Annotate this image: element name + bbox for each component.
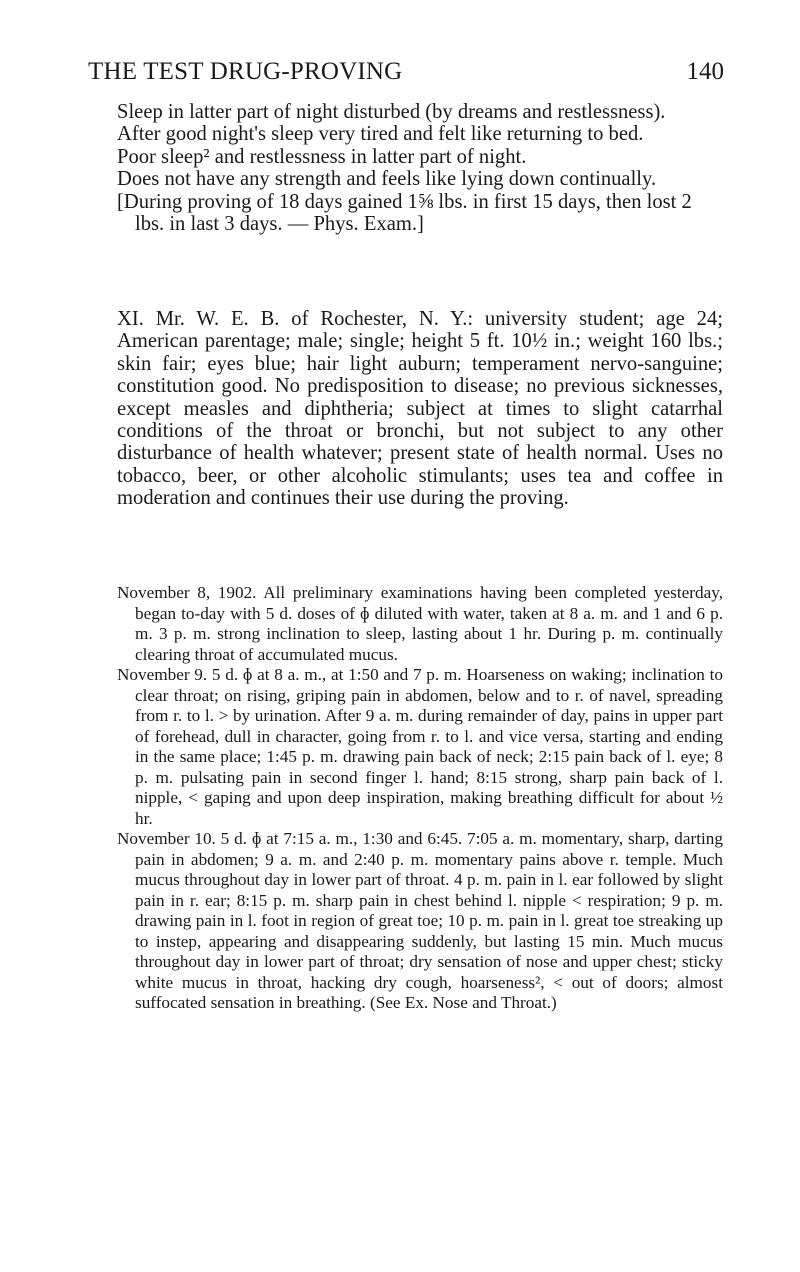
symptom-line: After good night's sleep very tired and felt like returning to bed. (117, 123, 644, 146)
symptom-line: Poor sleep² and restlessness in latter part of night. (117, 145, 527, 168)
proving-entries (117, 583, 723, 1014)
symptom-list (117, 101, 723, 235)
symptom-line: Does not have any strength and feels like lying down continually. (117, 168, 657, 191)
symptom-line: [During proving of 18 days gained 1⅝ lbs. in first 15 days, then lost 2 lbs. in last 3 days. — Phys. Exam.] (117, 190, 692, 236)
page-number: 140 (686, 58, 724, 85)
page-header (88, 58, 724, 92)
symptom-line: Sleep in latter part of night disturbed (by dreams and restlessness). (117, 101, 666, 123)
case-intro-paragraph: XI. Mr. W. E. B. of Rochester, N. Y.: university student; age 24; American parentage; male; single; height 5 ft. 10½ in.; weight 160 lbs.; skin fair; eyes blue; hair light auburn; temperament nervo-sanguine; constitution good. No predisposition to disease; no previous sicknesses, except measles and diphtheria; subject at times to slight catarrhal conditions of the throat or bronchi, but not subject to any other disturbance of health whatever; present state of health normal. Uses no tobacco, beer, or other alcoholic stimulants; uses tea and coffee in moderation and continues their use during the proving. (117, 308, 723, 510)
running-title: THE TEST DRUG-PROVING (88, 58, 403, 85)
day-entry: November 10. 5 d. ɸ at 7:15 a. m., 1:30 and 6:45. 7:05 a. m. momentary, sharp, darting pain in abdomen; 9 a. m. and 2:40 p. m. momentary pains above r. temple. Much mucus throughout day in lower part of throat. 4 p. m. pain in l. ear followed by slight pain in r. ear; 8:15 p. m. sharp pain in chest behind l. nipple < respiration; 9 p. m. drawing pain in l. foot in region of great toe; 10 p. m. pain in l. great toe streaking up to instep, appearing and disappearing suddenly, but lasting 15 min. Much mucus throughout day in lower part of throat; dry sensation of nose and upper chest; sticky white mucus in throat, hacking dry cough, hoarseness², < out of doors; almost suffocated sensation in breathing. (See Ex. Nose and Throat.) (117, 829, 723, 1012)
case-intro (117, 308, 723, 510)
day-entry: November 9. 5 d. ɸ at 8 a. m., at 1:50 and 7 p. m. Hoarseness on waking; inclination to clear throat; on rising, griping pain in abdomen, below and to r. of navel, spreading from r. to l. > by urination. After 9 a. m. during remainder of day, pains in upper part of forehead, dull in character, going from r. to l. and vice versa, starting and ending in the same place; 1:45 p. m. drawing pain back of neck; 2:15 pain back of l. eye; 8 p. m. pulsating pain in second finger l. hand; 8:15 strong, sharp pain back of l. nipple, < gaping and upon deep inspiration, making breathing difficult for about ½ hr. (117, 665, 723, 828)
day-entry: November 8, 1902. All preliminary examinations having been completed yesterday, began to-day with 5 d. doses of ɸ diluted with water, taken at 8 a. m. and 1 and 6 p. m. 3 p. m. strong inclination to sleep, lasting about 1 hr. During p. m. continually clearing throat of accumulated mucus. (117, 583, 723, 664)
